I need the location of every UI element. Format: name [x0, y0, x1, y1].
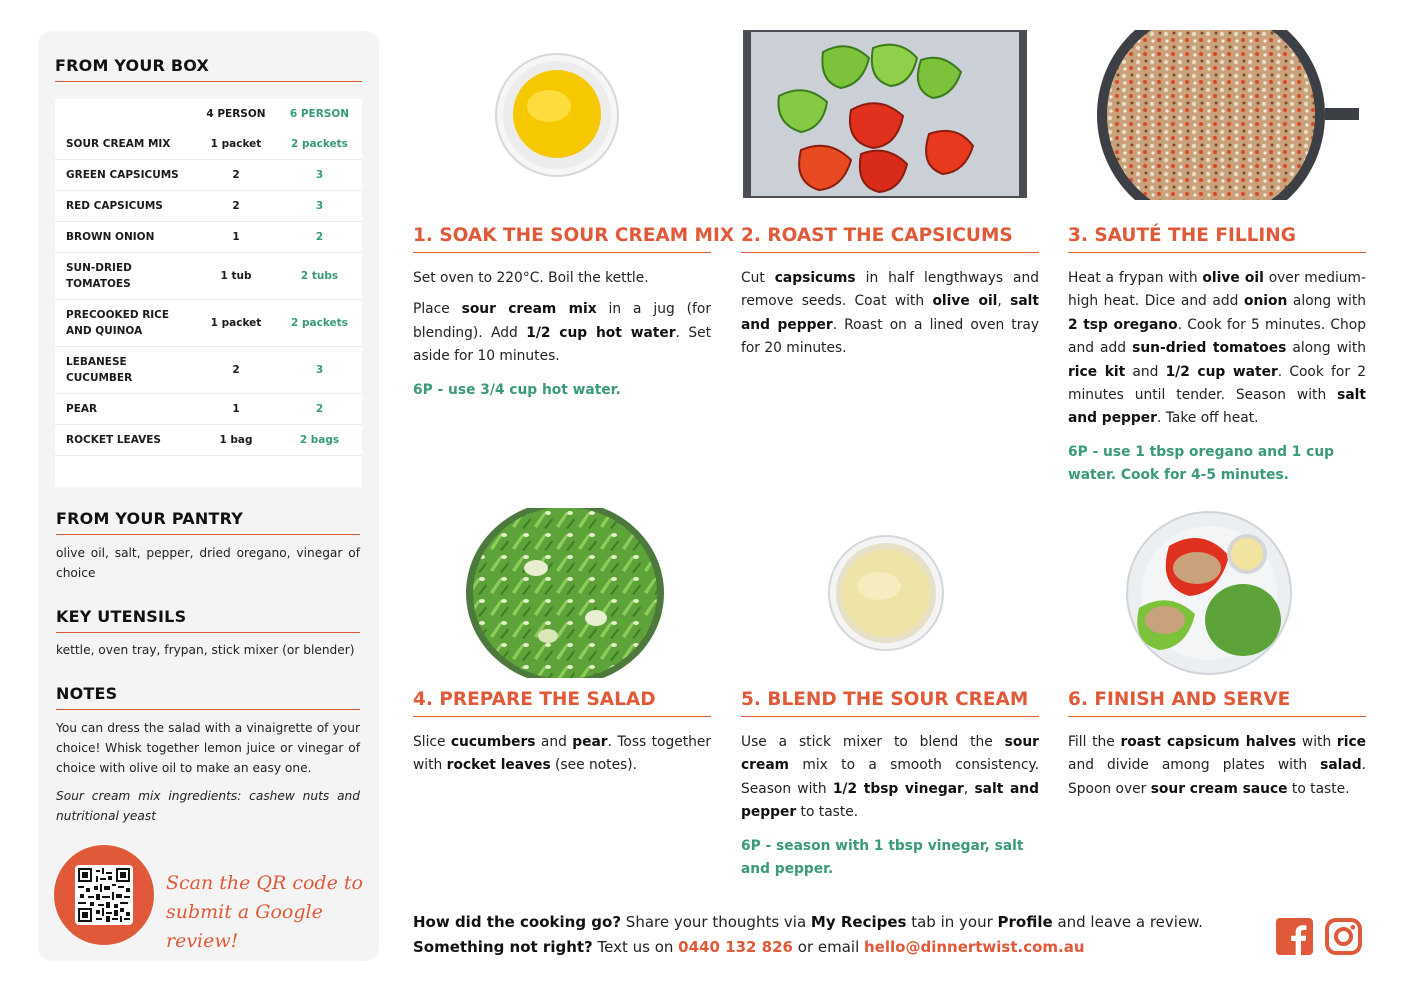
qty-6p: 2 bags: [299, 434, 340, 446]
footer: [413, 910, 1253, 960]
facebook-icon[interactable]: [1276, 918, 1313, 955]
step-paragraph: Heat a frypan with olive oil over medium-high heat. Dice and add onion along with 2 tsp oregano. Cook for 5 minutes. Chop and add sun-dried tomatoes along with rice kit and 1/2 cup water. Cook for 2 minutes until tender. Season with salt and pepper. Take off heat.: [1068, 270, 1367, 427]
table-header: [55, 99, 362, 129]
email-link[interactable]: hello@dinnertwist.com.au: [864, 938, 1085, 956]
ingredient-name: GREEN CAPSICUMS: [66, 169, 179, 181]
step-4-title: 4. PREPARE THE SALAD: [413, 689, 711, 717]
footer-line-2: Something not right? Text us on 0440 132 826 or email hello@dinnertwist.com.au: [413, 938, 1085, 956]
table-row: [55, 253, 362, 300]
step-3-body: [1068, 267, 1366, 431]
qty-6p: 3: [315, 169, 324, 181]
table-row: [55, 129, 362, 160]
box-title: FROM YOUR BOX: [55, 56, 362, 82]
step-6: [1068, 689, 1366, 809]
feedback-question: How did the cooking go?: [413, 913, 622, 931]
col-4-person: 4 PERSON: [206, 108, 266, 120]
finish-serve-image: [1125, 510, 1293, 676]
step-1-body: [413, 267, 711, 369]
step-paragraph: Slice cucumbers and pear. Toss together with rocket leaves (see notes).: [413, 734, 712, 774]
pantry-text: olive oil, salt, pepper, dried oregano, vinegar of choice: [56, 546, 360, 580]
qty-4p: 2: [232, 364, 240, 376]
table-row: [55, 394, 362, 425]
qr-code-icon[interactable]: [75, 865, 133, 925]
ingredient-name: SUN-DRIED TOMATOES: [66, 262, 132, 290]
step-paragraph: Cut capsicums in half lengthways and remove seeds. Coat with olive oil, salt and pepper. Roast on a lined oven tray for 20 minutes.: [741, 270, 1039, 357]
col-6-person: 6 PERSON: [289, 108, 350, 120]
instagram-icon[interactable]: [1325, 918, 1362, 955]
my-recipes-link[interactable]: My Recipes: [810, 913, 907, 931]
qty-6p: 2 tubs: [300, 270, 339, 282]
footer-line-1: How did the cooking go? Share your thoughts via My Recipes tab in your Profile and leave a review.: [413, 913, 1203, 931]
saute-filling-image: [1093, 30, 1359, 200]
step-6-body: [1068, 731, 1366, 801]
table-row: [55, 222, 362, 253]
profile-link[interactable]: Profile: [997, 913, 1053, 931]
table-row: [55, 160, 362, 191]
qty-4p: 1: [232, 403, 240, 415]
table-row: [55, 347, 362, 394]
qty-6p: 2 packets: [291, 138, 348, 150]
qty-4p: 2: [232, 169, 240, 181]
qr-code-graphic: [78, 868, 130, 922]
sour-cream-soak-image: [494, 52, 620, 178]
step-5: [741, 689, 1039, 881]
phone-link[interactable]: 0440 132 826: [678, 938, 793, 956]
table-row: [55, 300, 362, 347]
pantry-title: FROM YOUR PANTRY: [56, 509, 360, 535]
blend-sour-cream-image: [827, 534, 945, 652]
notes-text: You can dress the salad with a vinaigrette of your choice! Whisk together lemon juice or vinegar of choice with olive oil to make an easy one.: [56, 721, 360, 775]
utensils-text: kettle, oven tray, frypan, stick mixer (or blender): [56, 643, 355, 657]
step-3-title: 3. SAUTÉ THE FILLING: [1068, 225, 1366, 253]
roast-capsicums-image: [743, 30, 1027, 198]
ingredient-name: RED CAPSICUMS: [66, 200, 163, 212]
step-4-body: [413, 731, 711, 778]
qr-caption: [166, 869, 366, 956]
table-row: [55, 425, 362, 456]
support-question: Something not right?: [413, 938, 593, 956]
qty-6p: 3: [315, 200, 324, 212]
ingredient-name: SOUR CREAM MIX: [66, 138, 171, 150]
step-4: [413, 689, 711, 786]
step-3-note: 6P - use 1 tbsp oregano and 1 cup water. Cook for 4-5 minutes.: [1068, 443, 1335, 484]
notes-title: NOTES: [56, 684, 360, 710]
step-paragraph: Place sour cream mix in a jug (for blending). Add 1/2 cup hot water. Set aside for 10 minutes.: [413, 301, 711, 365]
qty-6p: 2 packets: [291, 317, 348, 329]
qty-4p: 1 tub: [220, 270, 252, 282]
qr-caption-line2: submit a Google review!: [166, 901, 323, 952]
ingredient-name: LEBANESE CUCUMBER: [66, 356, 133, 384]
step-1-title: 1. SOAK THE SOUR CREAM MIX: [413, 225, 711, 253]
step-5-body: [741, 731, 1039, 825]
sidebar: [38, 31, 379, 961]
notes-ingredients: Sour cream mix ingredients: cashew nuts and nutritional yeast: [56, 789, 360, 823]
step-2-title: 2. ROAST THE CAPSICUMS: [741, 225, 1039, 253]
qty-6p: 2: [315, 403, 324, 415]
ingredient-name: ROCKET LEAVES: [66, 434, 161, 446]
step-paragraph: Fill the roast capsicum halves with rice and divide among plates with salad. Spoon over sour cream sauce to taste.: [1068, 734, 1366, 797]
step-2: [741, 225, 1039, 369]
step-3: [1068, 225, 1366, 488]
table-row: [55, 191, 362, 222]
step-paragraph: Set oven to 220°C. Boil the kettle.: [413, 270, 649, 286]
qty-4p: 1 bag: [219, 434, 253, 446]
ingredients-table: [55, 99, 362, 487]
prepare-salad-image: [466, 508, 664, 678]
qty-6p: 2: [315, 231, 324, 243]
step-2-body: [741, 267, 1039, 361]
qty-6p: 3: [315, 364, 324, 376]
utensils-title: KEY UTENSILS: [56, 607, 360, 633]
qr-badge[interactable]: [54, 845, 154, 945]
step-5-title: 5. BLEND THE SOUR CREAM: [741, 689, 1039, 717]
qty-4p: 1 packet: [210, 317, 262, 329]
qty-4p: 1: [232, 231, 240, 243]
ingredient-name: PEAR: [66, 403, 98, 415]
ingredient-name: PRECOOKED RICE AND QUINOA: [66, 309, 170, 337]
qty-4p: 1 packet: [210, 138, 262, 150]
ingredient-name: BROWN ONION: [66, 231, 155, 243]
qty-4p: 2: [232, 200, 240, 212]
step-paragraph: Use a stick mixer to blend the sour cream mix to a smooth consistency. Season with 1/2 tbsp vinegar, salt and pepper to taste.: [741, 734, 1039, 821]
step-5-note: 6P - season with 1 tbsp vinegar, salt and pepper.: [741, 837, 1024, 878]
step-6-title: 6. FINISH AND SERVE: [1068, 689, 1366, 717]
qr-caption-line1: Scan the QR code to: [166, 872, 363, 894]
step-1-note: 6P - use 3/4 cup hot water.: [413, 381, 621, 398]
step-1: [413, 225, 735, 402]
